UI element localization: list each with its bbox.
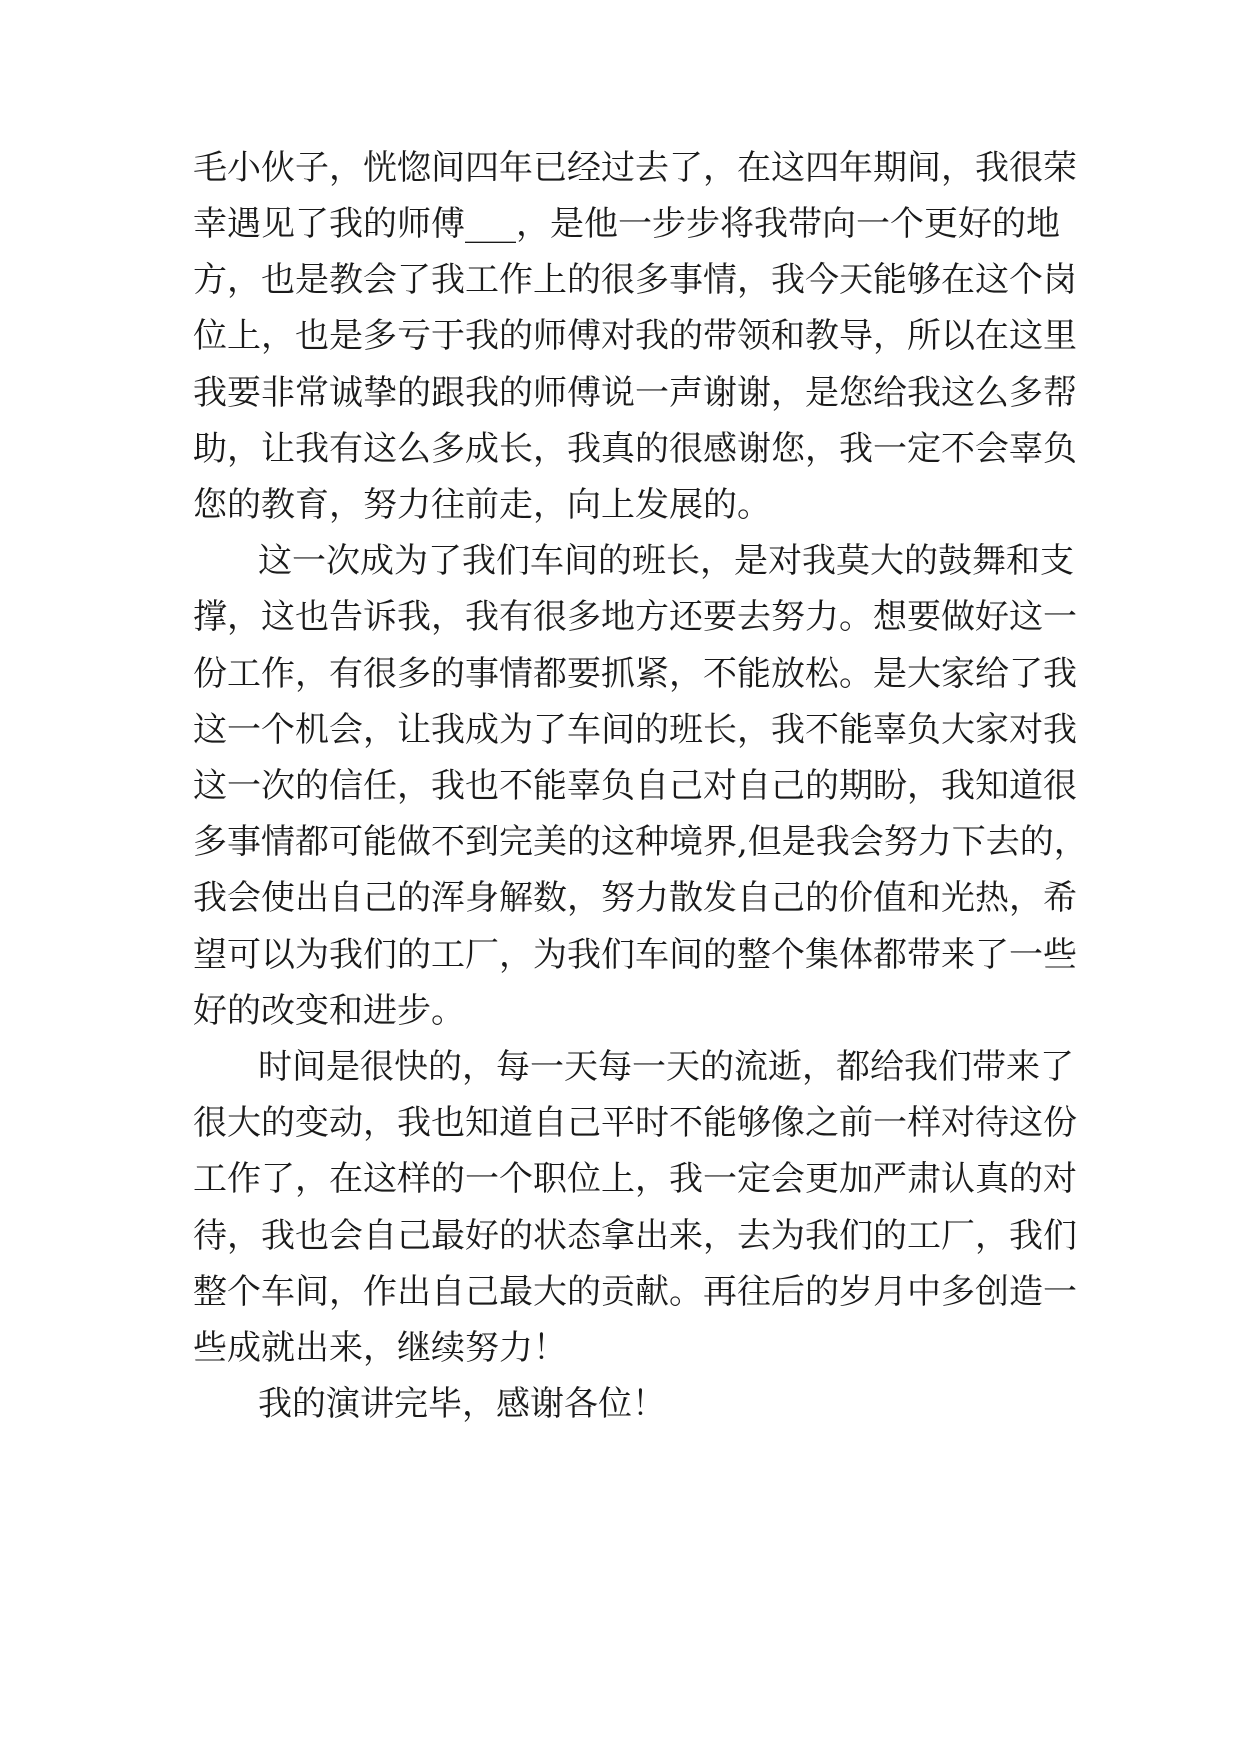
text-line: 这一个机会，让我成为了车间的班长，我不能辜负大家对我 bbox=[193, 710, 1077, 750]
closing-line: 我的演讲完毕，感谢各位！ bbox=[258, 1384, 666, 1424]
text-line: 整个车间，作出自己最大的贡献。再往后的岁月中多创造一 bbox=[193, 1272, 1077, 1312]
text-line: 助，让我有这么多成长，我真的很感谢您，我一定不会辜负 bbox=[193, 429, 1077, 469]
text-line: 幸遇见了我的师傅___，是他一步步将我带向一个更好的地 bbox=[193, 204, 1060, 244]
text-line: 很大的变动，我也知道自己平时不能够像之前一样对待这份 bbox=[193, 1103, 1077, 1143]
text-line: 毛小伙子，恍惚间四年已经过去了，在这四年期间，我很荣 bbox=[193, 148, 1077, 188]
paragraph-first-line: 这一次成为了我们车间的班长，是对我莫大的鼓舞和支 bbox=[258, 541, 1074, 581]
text-line: 些成就出来，继续努力！ bbox=[193, 1328, 567, 1368]
text-line: 多事情都可能做不到完美的这种境界,但是我会努力下去的， bbox=[193, 822, 1088, 862]
text-line: 工作了，在这样的一个职位上，我一定会更加严肃认真的对 bbox=[193, 1159, 1077, 1199]
text-line: 好的改变和进步。 bbox=[193, 991, 465, 1031]
text-line: 撑，这也告诉我，我有很多地方还要去努力。想要做好这一 bbox=[193, 597, 1077, 637]
text-line: 份工作，有很多的事情都要抓紧，不能放松。是大家给了我 bbox=[193, 654, 1077, 694]
text-line: 这一次的信任，我也不能辜负自己对自己的期盼，我知道很 bbox=[193, 766, 1077, 806]
text-line: 位上，也是多亏于我的师傅对我的带领和教导，所以在这里 bbox=[193, 316, 1077, 356]
paragraph-first-line: 时间是很快的，每一天每一天的流逝，都给我们带来了 bbox=[258, 1047, 1074, 1087]
text-line: 我要非常诚挚的跟我的师傅说一声谢谢，是您给我这么多帮 bbox=[193, 373, 1077, 413]
text-line: 望可以为我们的工厂，为我们车间的整个集体都带来了一些 bbox=[193, 935, 1077, 975]
text-line: 您的教育，努力往前走，向上发展的。 bbox=[193, 485, 771, 525]
text-line: 方，也是教会了我工作上的很多事情，我今天能够在这个岗 bbox=[193, 260, 1077, 300]
text-line: 我会使出自己的浑身解数，努力散发自己的价值和光热，希 bbox=[193, 878, 1077, 918]
text-line: 待，我也会自己最好的状态拿出来，去为我们的工厂，我们 bbox=[193, 1216, 1077, 1256]
